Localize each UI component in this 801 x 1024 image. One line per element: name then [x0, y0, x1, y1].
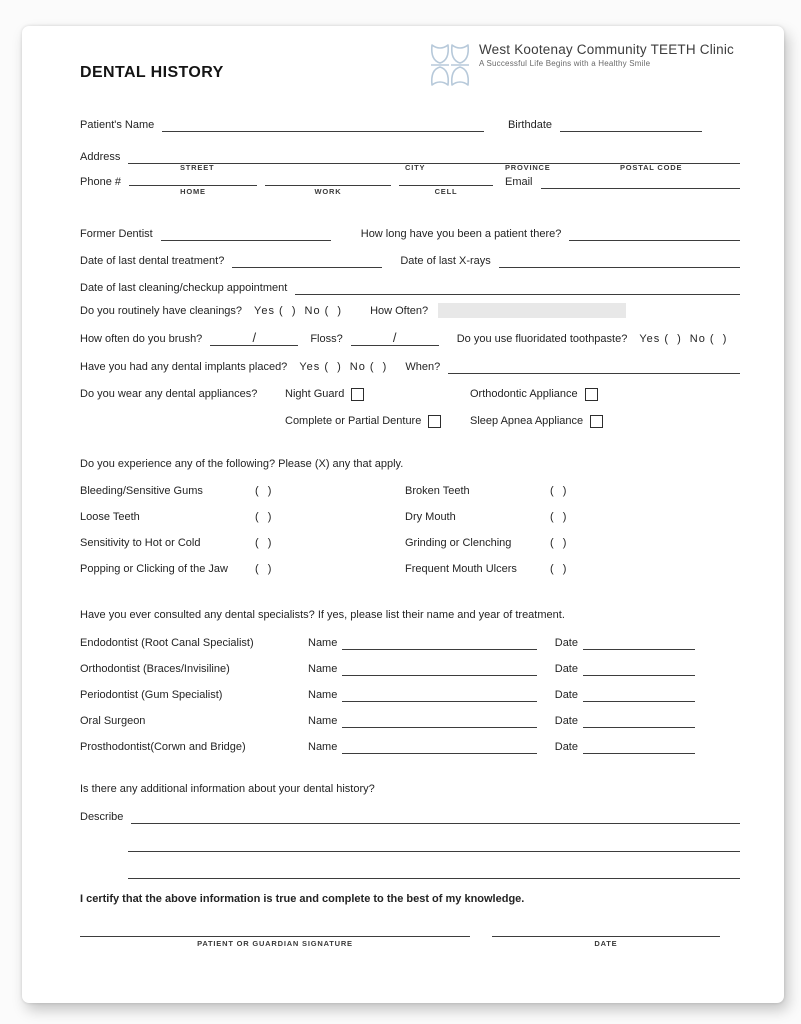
- oral-surgeon-date-line[interactable]: [583, 715, 695, 728]
- endodontist-date-line[interactable]: [583, 637, 695, 650]
- floss-frequency-line[interactable]: /: [351, 330, 439, 346]
- signature-date-line[interactable]: [492, 924, 720, 937]
- former-dentist-label: Former Dentist: [80, 228, 153, 240]
- city-sublabel: CITY: [405, 163, 426, 172]
- clinic-brand: [429, 42, 734, 93]
- sleep-apnea-checkbox[interactable]: [590, 415, 603, 428]
- province-sublabel: PROVINCE: [505, 163, 551, 172]
- patient-name-line[interactable]: [162, 119, 484, 132]
- orthodontist-date-line[interactable]: [583, 663, 695, 676]
- describe-label: Describe: [80, 811, 124, 823]
- periodontist-date-line[interactable]: [583, 689, 695, 702]
- specialist-label: Oral Surgeon: [80, 715, 146, 727]
- cell-sublabel: CELL: [434, 187, 458, 196]
- routine-cleanings-label: Do you routinely have cleanings?: [80, 305, 243, 317]
- specialist-label: Periodontist (Gum Specialist): [80, 689, 223, 701]
- last-treatment-label: Date of last dental treatment?: [80, 255, 225, 267]
- night-guard-label: Night Guard: [285, 388, 345, 400]
- specialist-label: Prosthodontist(Corwn and Bridge): [80, 741, 246, 753]
- specialists-header: Have you ever consulted any dental specialists? If yes, please list their name and year of treatment.: [80, 609, 565, 621]
- implants-when-label: When?: [405, 361, 441, 373]
- how-often-label: How Often?: [370, 305, 429, 317]
- specialist-date-label: Date: [554, 715, 578, 727]
- prosthodontist-name-line[interactable]: [342, 741, 537, 754]
- signature-line[interactable]: [80, 924, 470, 937]
- fluoride-no-option[interactable]: No ( ): [689, 333, 728, 345]
- patient-name-label: Patient's Name: [80, 119, 155, 131]
- symptom-label: Popping or Clicking of the Jaw: [80, 563, 228, 575]
- additional-info-question: Is there any additional information about your dental history?: [80, 783, 375, 795]
- symptom-mark-loose-teeth[interactable]: ( ): [255, 511, 273, 523]
- specialist-date-label: Date: [554, 663, 578, 675]
- signature-date-caption: DATE: [594, 939, 618, 948]
- brush-frequency-line[interactable]: /: [210, 330, 298, 346]
- prosthodontist-date-line[interactable]: [583, 741, 695, 754]
- oral-surgeon-name-line[interactable]: [342, 715, 537, 728]
- symptom-mark-jaw-popping[interactable]: ( ): [255, 563, 273, 575]
- symptom-mark-dry-mouth[interactable]: ( ): [550, 511, 568, 523]
- phone-home-line[interactable]: [129, 173, 257, 186]
- street-sublabel: STREET: [180, 163, 215, 172]
- night-guard-checkbox[interactable]: [351, 388, 364, 401]
- symptom-mark-broken-teeth[interactable]: ( ): [550, 485, 568, 497]
- email-line[interactable]: [541, 176, 741, 189]
- specialist-label: Orthodontist (Braces/Invisiline): [80, 663, 230, 675]
- denture-checkbox[interactable]: [428, 415, 441, 428]
- describe-line-1[interactable]: [131, 811, 740, 824]
- orthodontist-name-line[interactable]: [342, 663, 537, 676]
- specialist-name-label: Name: [308, 689, 338, 701]
- cleanings-yes-option[interactable]: Yes ( ): [254, 305, 297, 317]
- implants-yes-option[interactable]: Yes ( ): [299, 361, 342, 373]
- symptom-label: Grinding or Clenching: [405, 537, 512, 549]
- phone-cell-line[interactable]: [399, 173, 493, 186]
- last-cleaning-line[interactable]: [295, 282, 740, 295]
- symptom-label: Sensitivity to Hot or Cold: [80, 537, 201, 549]
- implants-when-line[interactable]: [448, 361, 740, 374]
- address-label: Address: [80, 151, 121, 163]
- clinic-name: West Kootenay Community TEETH Clinic: [478, 42, 734, 57]
- specialist-date-label: Date: [554, 741, 578, 753]
- periodontist-name-line[interactable]: [342, 689, 537, 702]
- symptom-mark-grinding[interactable]: ( ): [550, 537, 568, 549]
- signature-caption: PATIENT OR GUARDIAN SIGNATURE: [197, 939, 353, 948]
- appliances-label: Do you wear any dental appliances?: [80, 388, 258, 400]
- describe-line-2[interactable]: [128, 839, 740, 852]
- symptom-mark-bleeding-gums[interactable]: ( ): [255, 485, 273, 497]
- denture-label: Complete or Partial Denture: [285, 415, 422, 427]
- home-sublabel: HOME: [180, 187, 206, 196]
- symptom-label: Dry Mouth: [405, 511, 456, 523]
- patient-duration-line[interactable]: [569, 228, 740, 241]
- symptom-mark-mouth-ulcers[interactable]: ( ): [550, 563, 568, 575]
- orthodontic-appliance-label: Orthodontic Appliance: [470, 388, 578, 400]
- work-sublabel: WORK: [314, 187, 342, 196]
- birthdate-line[interactable]: [560, 119, 702, 132]
- cleanings-no-option[interactable]: No ( ): [304, 305, 343, 317]
- specialist-label: Endodontist (Root Canal Specialist): [80, 637, 254, 649]
- fluoride-yes-option[interactable]: Yes ( ): [639, 333, 682, 345]
- email-label: Email: [504, 176, 533, 188]
- floss-frequency-label: Floss?: [310, 333, 343, 345]
- form-page: [22, 26, 784, 1003]
- form-header: [80, 40, 740, 93]
- symptom-label: Loose Teeth: [80, 511, 140, 523]
- specialist-date-label: Date: [554, 689, 578, 701]
- clinic-tagline: A Successful Life Begins with a Healthy Smile: [478, 59, 651, 68]
- last-xrays-line[interactable]: [499, 255, 740, 268]
- last-cleaning-label: Date of last cleaning/checkup appointment: [80, 282, 288, 294]
- former-dentist-line[interactable]: [161, 228, 331, 241]
- fluoride-label: Do you use fluoridated toothpaste?: [456, 333, 628, 345]
- how-often-field[interactable]: [438, 303, 626, 318]
- implants-label: Have you had any dental implants placed?: [80, 361, 288, 373]
- last-treatment-line[interactable]: [232, 255, 382, 268]
- certification-statement: I certify that the above information is true and complete to the best of my knowledge.: [80, 893, 525, 905]
- describe-line-3[interactable]: [128, 866, 740, 879]
- specialist-name-label: Name: [308, 715, 338, 727]
- endodontist-name-line[interactable]: [342, 637, 537, 650]
- patient-duration-label: How long have you been a patient there?: [360, 228, 562, 240]
- symptom-mark-hot-cold[interactable]: ( ): [255, 537, 273, 549]
- implants-no-option[interactable]: No ( ): [349, 361, 388, 373]
- orthodontic-appliance-checkbox[interactable]: [585, 388, 598, 401]
- phone-label: Phone #: [80, 176, 121, 188]
- symptoms-header: Do you experience any of the following? Please (X) any that apply.: [80, 458, 404, 470]
- specialist-name-label: Name: [308, 663, 338, 675]
- specialist-date-label: Date: [554, 637, 578, 649]
- postal-code-sublabel: POSTAL CODE: [620, 163, 683, 172]
- teeth-logo-icon: [429, 42, 471, 93]
- brush-frequency-label: How often do you brush?: [80, 333, 203, 345]
- sleep-apnea-label: Sleep Apnea Appliance: [470, 415, 584, 427]
- symptom-label: Frequent Mouth Ulcers: [405, 563, 517, 575]
- specialist-name-label: Name: [308, 741, 338, 753]
- symptom-label: Bleeding/Sensitive Gums: [80, 485, 203, 497]
- page-title: DENTAL HISTORY: [80, 64, 224, 81]
- specialist-name-label: Name: [308, 637, 338, 649]
- birthdate-label: Birthdate: [507, 119, 552, 131]
- phone-work-line[interactable]: [265, 173, 391, 186]
- last-xrays-label: Date of last X-rays: [400, 255, 491, 267]
- symptom-label: Broken Teeth: [405, 485, 470, 497]
